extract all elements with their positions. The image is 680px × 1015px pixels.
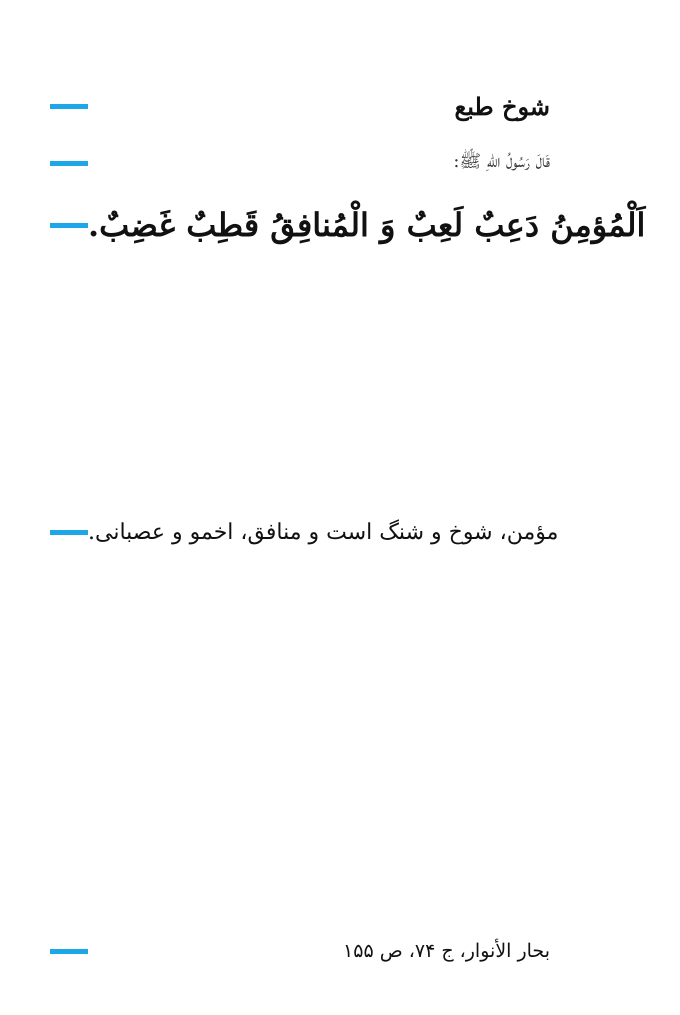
accent-bar bbox=[50, 949, 88, 954]
accent-bar bbox=[50, 223, 88, 228]
title-row bbox=[50, 92, 550, 121]
accent-bar bbox=[50, 104, 88, 109]
accent-bar bbox=[50, 530, 88, 535]
intro-row bbox=[50, 150, 550, 176]
page-title: شوخ طبع bbox=[454, 92, 550, 121]
hadith-text: اَلْمُؤمِنُ دَعِبٌ لَعِبٌ وَ الْمُنافِقُ قَطِبٌ غَضِبٌ. bbox=[88, 206, 646, 244]
accent-bar bbox=[50, 161, 88, 166]
translation-row bbox=[50, 520, 559, 545]
source-citation: بحار الأنوار، ج ۷۴، ص ۱۵۵ bbox=[343, 940, 550, 962]
hadith-row bbox=[50, 206, 646, 244]
translation-text: مؤمن، شوخ و شنگ است و منافق، اخمو و عصبانی. bbox=[88, 520, 559, 545]
source-row bbox=[50, 940, 550, 962]
hadith-intro: قَالَ رَسُولُ اللهِ ﷺ: bbox=[453, 151, 550, 172]
